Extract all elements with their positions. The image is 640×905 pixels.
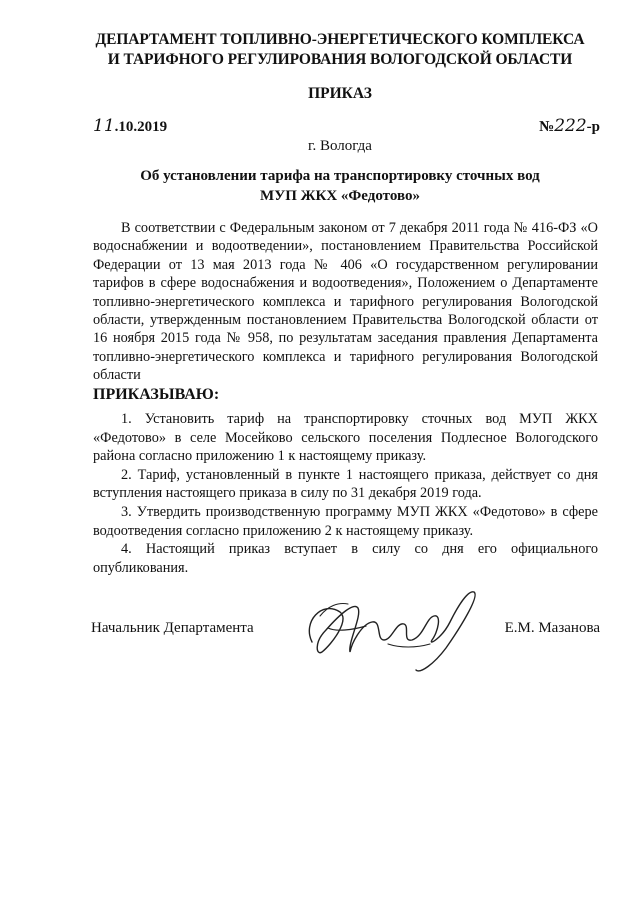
handwritten-number: 222 [554,116,587,136]
number-prefix: № [539,119,555,135]
order-subject [80,166,600,206]
order-item-4: 4. Настоящий приказ вступает в силу со дня его официального опубликования. [93,541,598,576]
order-item-3: 3. Утвердить производственную программу МУП ЖКХ «Федотово» в сфере водоотведения согласно приложению 2 к настоящему приказу. [93,503,598,539]
header-line-1: ДЕПАРТАМЕНТ ТОПЛИВНО-ЭНЕРГЕТИЧЕСКОГО КОМПЛЕКСА [95,31,585,48]
order-date [93,116,167,136]
order-item-2: 2. Тариф, установленный в пункте 1 настоящего приказа, действует со дня вступления настоящего приказа в силу по 31 декабря 2019 года. [93,466,598,502]
order-title: ПРИКАЗ [308,85,372,102]
subject-line-2: МУП ЖКХ «Федотово» [260,188,420,204]
city: г. Вологда [308,138,372,154]
number-suffix: -р [586,119,600,135]
prikazyvayu-heading: ПРИКАЗЫВАЮ: [93,385,220,403]
department-header [80,30,600,70]
order-item-1: 1. Установить тариф на транспортировку сточных вод МУП ЖКХ «Федотово» в селе Мосейково сельского поселения Подлесное Вологодского района согласно приложению 1 к настоящему приказу. [93,411,598,465]
signatory-name: Е.М. Мазанова [504,620,600,636]
preamble-block [93,219,598,405]
handwritten-signature [292,582,482,677]
signatory-position: Начальник Департамента [91,620,254,636]
handwritten-day: 11 [93,116,115,136]
preamble-text: В соответствии с Федеральным законом от 7 декабря 2011 года № 416-ФЗ «О водоснабжении и водоотведении», постановлением Правительства Российской Федерации от 13 мая 2013 года № 406 «О государственном регулировании тарифов в сфере водоснабжения и водоотведения», Положением о Департаменте топливно-энергетического комплекса и тарифного регулирования Вологодской области, утвержденным постановлением Правительства Вологодской области от 16 ноября 2015 года № 958, по результатам заседания правления Департамента топливно-энергетического комплекса и тарифного регулирования Вологодской области [93,220,598,384]
subject-line-1: Об установлении тарифа на транспортировку сточных вод [140,168,540,184]
header-line-2: И ТАРИФНОГО РЕГУЛИРОВАНИЯ ВОЛОГОДСКОЙ ОБЛАСТИ [107,51,573,68]
date-rest: .10.2019 [114,119,168,135]
order-number [539,116,600,136]
order-items [93,410,598,577]
